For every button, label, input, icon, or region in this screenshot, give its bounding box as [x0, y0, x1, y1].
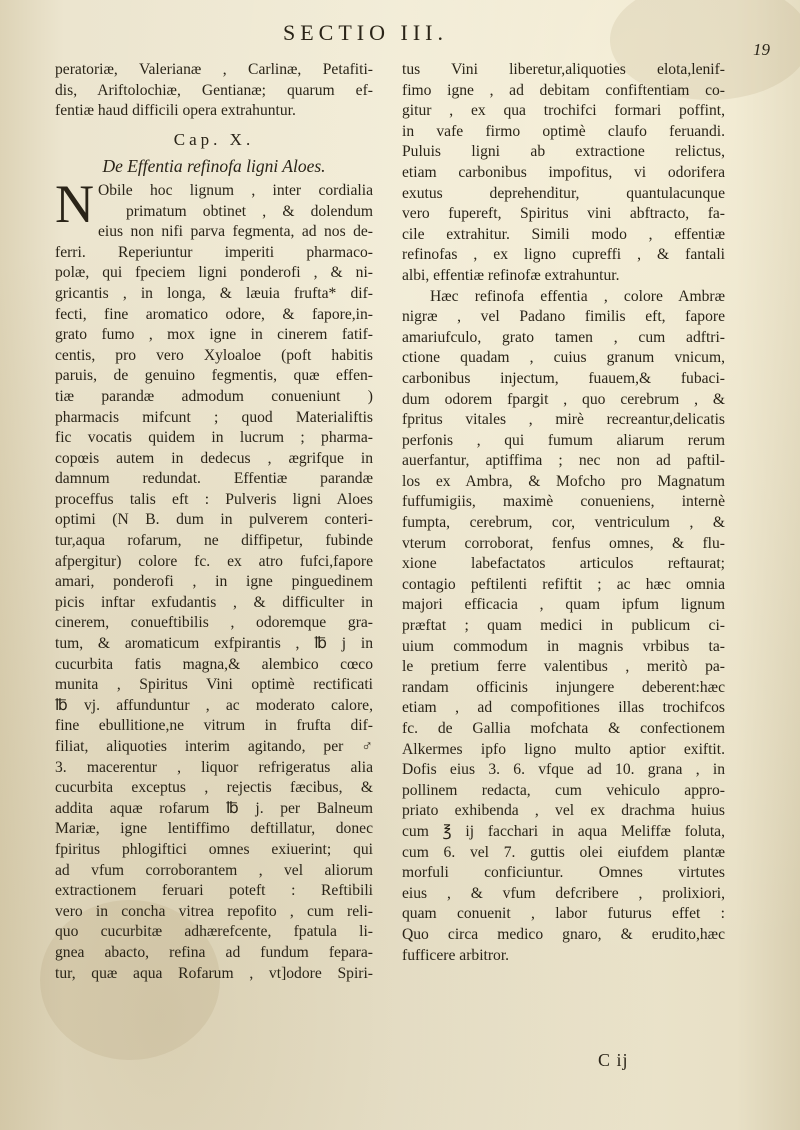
text-line: priato exhibenda , vel ex drachma huius [402, 802, 725, 820]
text-line: pollinem redacta, cum vehiculo appro- [402, 781, 725, 799]
text-line: pharmacis mifcunt ; quod Materialiftis [55, 408, 373, 426]
text-line: etiam , ad compofitiones illas trochifcos [402, 699, 725, 717]
text-line: gnea abacto, refina ad fundum fepara- [55, 943, 373, 961]
text-line: los ex Ambra, & Mofcho pro Magnatum [402, 472, 725, 490]
text-line: in vafe firmo optimè claufo feruandi. [402, 122, 725, 140]
text-line: grato fumo , mox igne in cinerem fatif- [55, 326, 373, 344]
text-line: cile extrahitur. Simili modo , effentiæ [402, 225, 725, 243]
signature-mark: C ij [598, 1050, 629, 1070]
text-line: carbonibus injectum, fuauem,& fubaci- [402, 369, 725, 387]
text-line: nigræ , vel Padano fimilis eft, fapore [402, 308, 725, 326]
text-line: ctione quadam , cuius granum vnicum, [402, 349, 725, 367]
chapter-title: De Effentia refinofa ligni Aloes. [102, 156, 326, 177]
text-line: tur,aqua rofarum, ne diffipetur, fubinde [55, 532, 373, 550]
text-line: afpergitur) colore fc. ex atro fufci,fapore [55, 552, 373, 570]
text-line: Quo circa medico gnaro, & erudito,hæc [402, 925, 725, 943]
text-line: fpritus vitales , mirè recreantur,delicatis [402, 411, 725, 429]
text-line: refinofas , ex ligno cupreffi , & fantali [402, 246, 725, 264]
text-line: etiam carbonibus impofitus, vi odorifera [402, 163, 725, 181]
text-line: amari, ponderofi , in igne pinguedinem [55, 573, 373, 591]
text-line: ferri. Reperiuntur imperiti pharmaco- [55, 243, 373, 261]
text-line: Obile hoc lignum , inter cordialia [98, 181, 373, 199]
text-line: morfuli conficiuntur. Omnes virtutes [402, 864, 725, 882]
text-line: ad vfum corroborantem , vel aliorum [55, 861, 373, 879]
text-line: 3. macerentur , liquor refrigeratus alia [55, 758, 373, 776]
text-line: xione labefactatos articulos reftaurat; [402, 555, 725, 573]
text-line: tiæ parandæ admodum conueniunt ) [55, 387, 373, 405]
text-line: addita aquæ rofarum ℔ j. per Balneum [55, 799, 373, 817]
text-line: tus Vini liberetur,aliquoties elota,lenif- [402, 61, 725, 78]
chapter-heading: Cap. X. [173, 129, 255, 149]
text-line: copœis autem in dedecus , ægrifque in [55, 449, 373, 467]
right-column [402, 60, 725, 966]
text-line: gricantis , in longa, & læuia frufta* dif- [55, 284, 373, 302]
text-line: primatum obtinet , & dolendum [126, 202, 373, 220]
text-line: auerfantur, aptiffima ; nec non ad paftil- [402, 452, 725, 470]
text-line: gitur , ex qua trochifci formari poffint, [402, 102, 725, 120]
text-line: eius non nifi parva fegmenta, ad nos de- [98, 223, 373, 241]
page-number: 19 [753, 40, 770, 59]
text-line: vero in concha vitrea repofito , cum reli- [55, 902, 373, 920]
text-line: dis, Ariftolochiæ, Gentianæ; quarum ef- [55, 81, 373, 99]
text-line: vero fupereft, Spiritus vini abftracto, fa- [402, 205, 725, 223]
text-line: albi, effentiæ refinofæ extrahuntur. [402, 266, 620, 284]
text-line: munita , Spiritus Vini optimè rectificati [55, 676, 373, 694]
text-line: cum 6. vel 7. guttis olei eiufdem plantæ [402, 843, 725, 861]
text-line: vterum corroborat, fenfus omnes, & flu- [402, 534, 725, 552]
text-line: Hæc refinofa effentia , colore Ambræ [430, 287, 725, 305]
chapter-body [55, 173, 373, 984]
text-line: centis, pro vero Xyloaloe (poft habitis [55, 346, 373, 364]
text-line: quam conuenit , labor futurus effet : [402, 905, 725, 923]
text-line: amariufculo, grato tamen , cum adftri- [402, 328, 725, 346]
text-line: contagio peftilenti refiftit ; ac hæc omnia [402, 575, 725, 593]
text-line: randam officinis injungere deberent:hæc [402, 678, 725, 696]
text-line: cum ℥ ij facchari in aqua Meliffæ foluta, [402, 822, 725, 840]
intro-paragraph [55, 60, 373, 122]
text-line: Alkermes ipfo ligno multo aptior exiftit. [402, 740, 725, 758]
body-text [55, 173, 373, 984]
text-line: eius , & vfum defcribere , prolixiori, [402, 884, 725, 902]
text-line: dum odorem fpargit , quo cerebrum , & [402, 390, 725, 408]
text-line: fumpta, cerebrum, cor, ventriculum , & [402, 514, 725, 532]
text-line: le pretium ferre valentibus , meritò pa- [402, 658, 725, 676]
running-head: SECTIO III. [283, 20, 448, 45]
text-line: damnum redundat. Effentiæ parandæ [55, 470, 373, 488]
text-line: tur, quæ aqua Rofarum , vt]odore Spiri- [55, 964, 373, 982]
text-line: præftat ; quam medici in publicum ci- [402, 617, 725, 635]
text-line: fuffumigiis, maximè conueniens, internè [402, 493, 725, 511]
text-line: Puluis ligni ab extractione relictus, [402, 143, 725, 161]
text-line: fic vocatis quidem in lucrum ; pharma- [55, 429, 373, 447]
text-line: fimo igne , ad debitam confiftentiam co- [402, 81, 725, 99]
text-line: Dofis eius 3. 6. vfque ad 10. grana , in [402, 761, 725, 779]
text-line: extractionem feruari poteft : Reftibili [55, 882, 373, 900]
text-line: cinerem, conueftibilis , odoremque gra- [55, 614, 373, 632]
text-line: filiat, aliquoties interim agitando, per ♂ [55, 738, 373, 755]
text-line: paruis, de genuino fegmentis, quæ effen- [55, 367, 373, 385]
text-line: uium commodum in magnis vrbibus ta- [402, 637, 725, 655]
text-line: tum, & aromaticum exfpirantis , ℔ j in [55, 635, 373, 653]
text-line: perfonis , qui fumum aliarum rerum [402, 431, 725, 449]
text-line: fine ebullitione,ne vitrum in frufta dif- [55, 717, 373, 735]
text-line: picis inftar exfudantis , & difficulter in [55, 593, 373, 611]
text-line: exutus deprehenditur, quantulacunque [402, 184, 725, 202]
text-line: proceffus talis eft : Pulveris ligni Aloes [55, 490, 373, 508]
drop-cap: N [55, 173, 94, 234]
text-line: quo cucurbitæ adhærefcente, fpatula li- [55, 923, 373, 941]
text-line: fufficere arbitror. [402, 946, 510, 964]
text-line: ℔ vj. affunduntur , ac moderato calore, [55, 696, 373, 714]
text-line: cucurbita exceptus , rejectis fæcibus, & [55, 779, 373, 797]
text-line: Mariæ, igne lentiffimo deftillatur, donec [55, 820, 373, 838]
text-line: fentiæ haud difficili opera extrahuntur. [55, 102, 296, 120]
text-line: peratoriæ, Valerianæ , Carlinæ, Petafiti- [55, 61, 373, 78]
left-column [55, 60, 373, 984]
text-line: fecti, fine aromatico odore, & fapore,in- [55, 305, 373, 323]
body-text [402, 60, 725, 966]
text-line: cucurbita fatis magna,& alembico cœco [55, 655, 373, 673]
text-line: fc. de Gallia mofchata & confectionem [402, 720, 725, 737]
text-line: fpiritus phlogiftici omnes exiuerint; qui [55, 840, 373, 858]
text-line: majori efficacia , quam ipfum lignum [402, 596, 725, 614]
text-line: polæ, qui fpeciem ligni ponderofi , & ni- [55, 264, 373, 282]
text-line: optimi (N B. dum in pulverem conteri- [55, 511, 373, 529]
